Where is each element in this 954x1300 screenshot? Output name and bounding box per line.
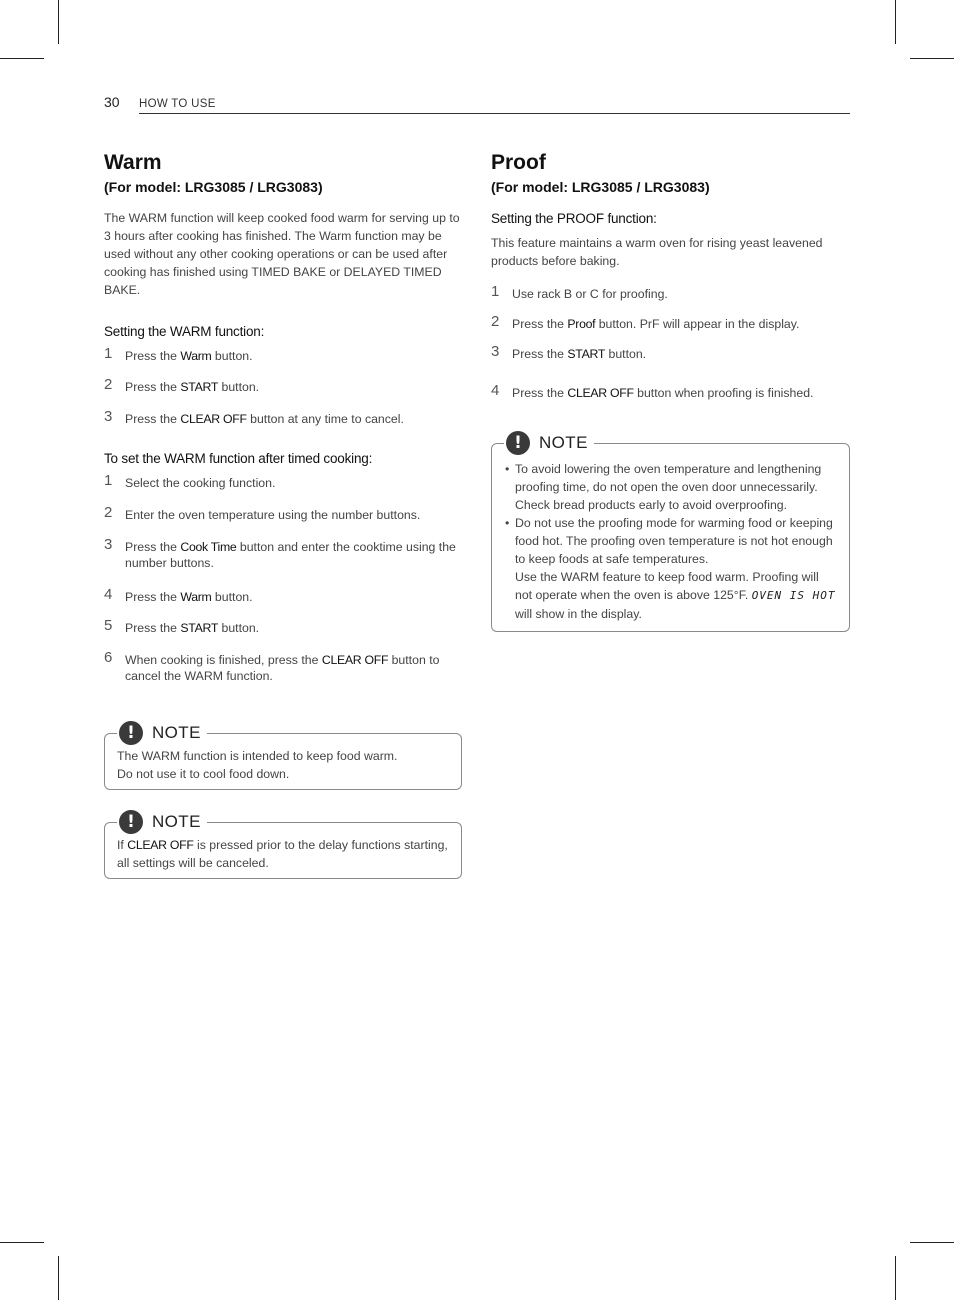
bullet: • (505, 516, 510, 530)
warm-title: Warm (104, 151, 162, 174)
button-name: Cook Time (180, 540, 237, 554)
button-name: CLEAR OFF (321, 653, 389, 667)
step-number: 4 (104, 586, 113, 603)
note-label: NOTE (539, 433, 588, 452)
list-item (505, 460, 837, 514)
button-name: Warm (180, 349, 212, 363)
step-text: Use rack B or C for proofing. (512, 287, 668, 301)
note-text: Use the WARM feature to keep food warm. Proofing will not operate when the oven is above 125°F. (515, 570, 819, 602)
list-item (491, 283, 849, 302)
list-item (104, 376, 462, 395)
note-header (117, 809, 207, 835)
list-item (505, 514, 837, 623)
proof-steps (491, 283, 849, 401)
bullet: • (505, 462, 510, 476)
step-number: 3 (104, 408, 113, 425)
step-text: Press the (512, 317, 568, 331)
step-number: 6 (104, 649, 113, 666)
step-text: button. (218, 380, 260, 394)
step-number: 2 (104, 504, 113, 521)
step-text: button to cancel the WARM function. (125, 653, 440, 683)
button-name: CLEAR OFF (180, 412, 247, 426)
note-text: To avoid lowering the oven temperature and lengthening proofing time, do not open the oven door unnecessarily. Check bread products early to avoid overproofing. (515, 462, 822, 512)
note-header (117, 720, 207, 746)
list-item (104, 617, 462, 636)
crop-mark (58, 0, 59, 44)
step-text: button. (218, 621, 260, 635)
warm-setting-heading: Setting the WARM function: (104, 324, 265, 339)
warm-section (104, 150, 462, 879)
button-name: Warm (180, 590, 212, 604)
proof-section (491, 150, 849, 632)
step-text: Enter the oven temperature using the number buttons. (125, 508, 421, 522)
list-item (491, 343, 849, 362)
step-text: When cooking is finished, press the (125, 653, 322, 667)
warm-timed-steps (104, 472, 462, 684)
note-text: will show in the display. (515, 607, 642, 621)
crop-mark (910, 1242, 954, 1243)
step-number: 3 (104, 536, 113, 553)
step-number: 1 (104, 345, 113, 362)
button-name: CLEAR OFF (127, 838, 194, 852)
note-header (504, 430, 594, 456)
note-body (505, 460, 837, 623)
crop-mark (910, 58, 954, 59)
list-item (491, 313, 849, 332)
step-number: 4 (491, 382, 500, 399)
note-text: Do not use it to cool food down. (117, 767, 290, 781)
crop-mark (895, 1256, 896, 1300)
crop-mark (895, 0, 896, 44)
list-item (104, 472, 462, 491)
button-name: START (180, 621, 219, 635)
crop-mark (0, 1242, 44, 1243)
exclamation-icon: ! (506, 431, 530, 455)
note-label: NOTE (152, 723, 201, 742)
note-text: The WARM function is intended to keep food warm. (117, 749, 398, 763)
list-item (104, 408, 462, 427)
button-name: CLEAR OFF (567, 386, 634, 400)
exclamation-icon: ! (119, 810, 143, 834)
list-item (104, 649, 462, 684)
step-text: Press the (125, 380, 181, 394)
step-number: 2 (104, 376, 113, 393)
display-readout: OVEN IS HOT (751, 589, 836, 602)
warm-timed-heading: To set the WARM function after timed cooking: (104, 451, 373, 466)
note-text: If (117, 838, 128, 852)
proof-title: Proof (491, 151, 546, 174)
list-item (104, 345, 462, 364)
step-number: 1 (491, 283, 500, 300)
step-text: button. (605, 347, 647, 361)
section-title: HOW TO USE (139, 98, 216, 110)
list-item (104, 536, 462, 571)
warm-setting-steps (104, 345, 462, 427)
crop-mark (0, 58, 44, 59)
note-body (117, 836, 449, 872)
button-name: START (567, 347, 606, 361)
step-text: button. (211, 590, 253, 604)
button-name: START (180, 380, 219, 394)
step-text: Press the (125, 621, 181, 635)
step-text: Press the (125, 349, 181, 363)
warm-note-1 (104, 723, 462, 790)
step-text: button when proofing is finished. (633, 386, 814, 400)
header-rule (139, 113, 850, 114)
step-text: Press the (512, 386, 568, 400)
note-text: Do not use the proofing mode for warming food or keeping food hot. The proofing oven temperature is not hot enough to keep foods at safe temperatures. (515, 516, 833, 566)
proof-setting-heading: Setting the PROOF function: (491, 211, 657, 226)
proof-intro: This feature maintains a warm oven for rising yeast leavened products before baking. (491, 236, 823, 268)
note-text: is pressed prior to the delay functions starting, all settings will be canceled. (117, 838, 448, 870)
proof-note (491, 433, 850, 632)
step-text: button. (211, 349, 253, 363)
step-number: 1 (104, 472, 113, 489)
step-number: 5 (104, 617, 113, 634)
step-text: Press the (125, 540, 181, 554)
proof-model: (For model: LRG3085 / LRG3083) (491, 179, 710, 195)
warm-model: (For model: LRG3085 / LRG3083) (104, 179, 323, 195)
list-item (104, 586, 462, 605)
step-number: 2 (491, 313, 500, 330)
warm-note-2 (104, 812, 462, 879)
list-item (104, 504, 462, 523)
page-number: 30 (104, 94, 120, 110)
step-text: Press the (125, 590, 181, 604)
note-label: NOTE (152, 812, 201, 831)
step-text: button at any time to cancel. (246, 412, 404, 426)
step-text: Press the (125, 412, 181, 426)
crop-mark (58, 1256, 59, 1300)
warm-intro: The WARM function will keep cooked food warm for serving up to 3 hours after cooking has finished. The Warm function may be used without any other cooking operations or can be used after cooking has finished using TIMED BAKE or DELAYED TIMED BAKE. (104, 211, 460, 297)
button-name: Proof (567, 317, 596, 331)
step-text: Press the (512, 347, 568, 361)
list-item (491, 382, 849, 401)
step-number: 3 (491, 343, 500, 360)
note-body (117, 747, 449, 783)
step-text: Select the cooking function. (125, 476, 276, 490)
step-text: button and enter the cooktime using the number buttons. (125, 540, 456, 570)
exclamation-icon: ! (119, 721, 143, 745)
step-text: button. PrF will appear in the display. (595, 317, 800, 331)
